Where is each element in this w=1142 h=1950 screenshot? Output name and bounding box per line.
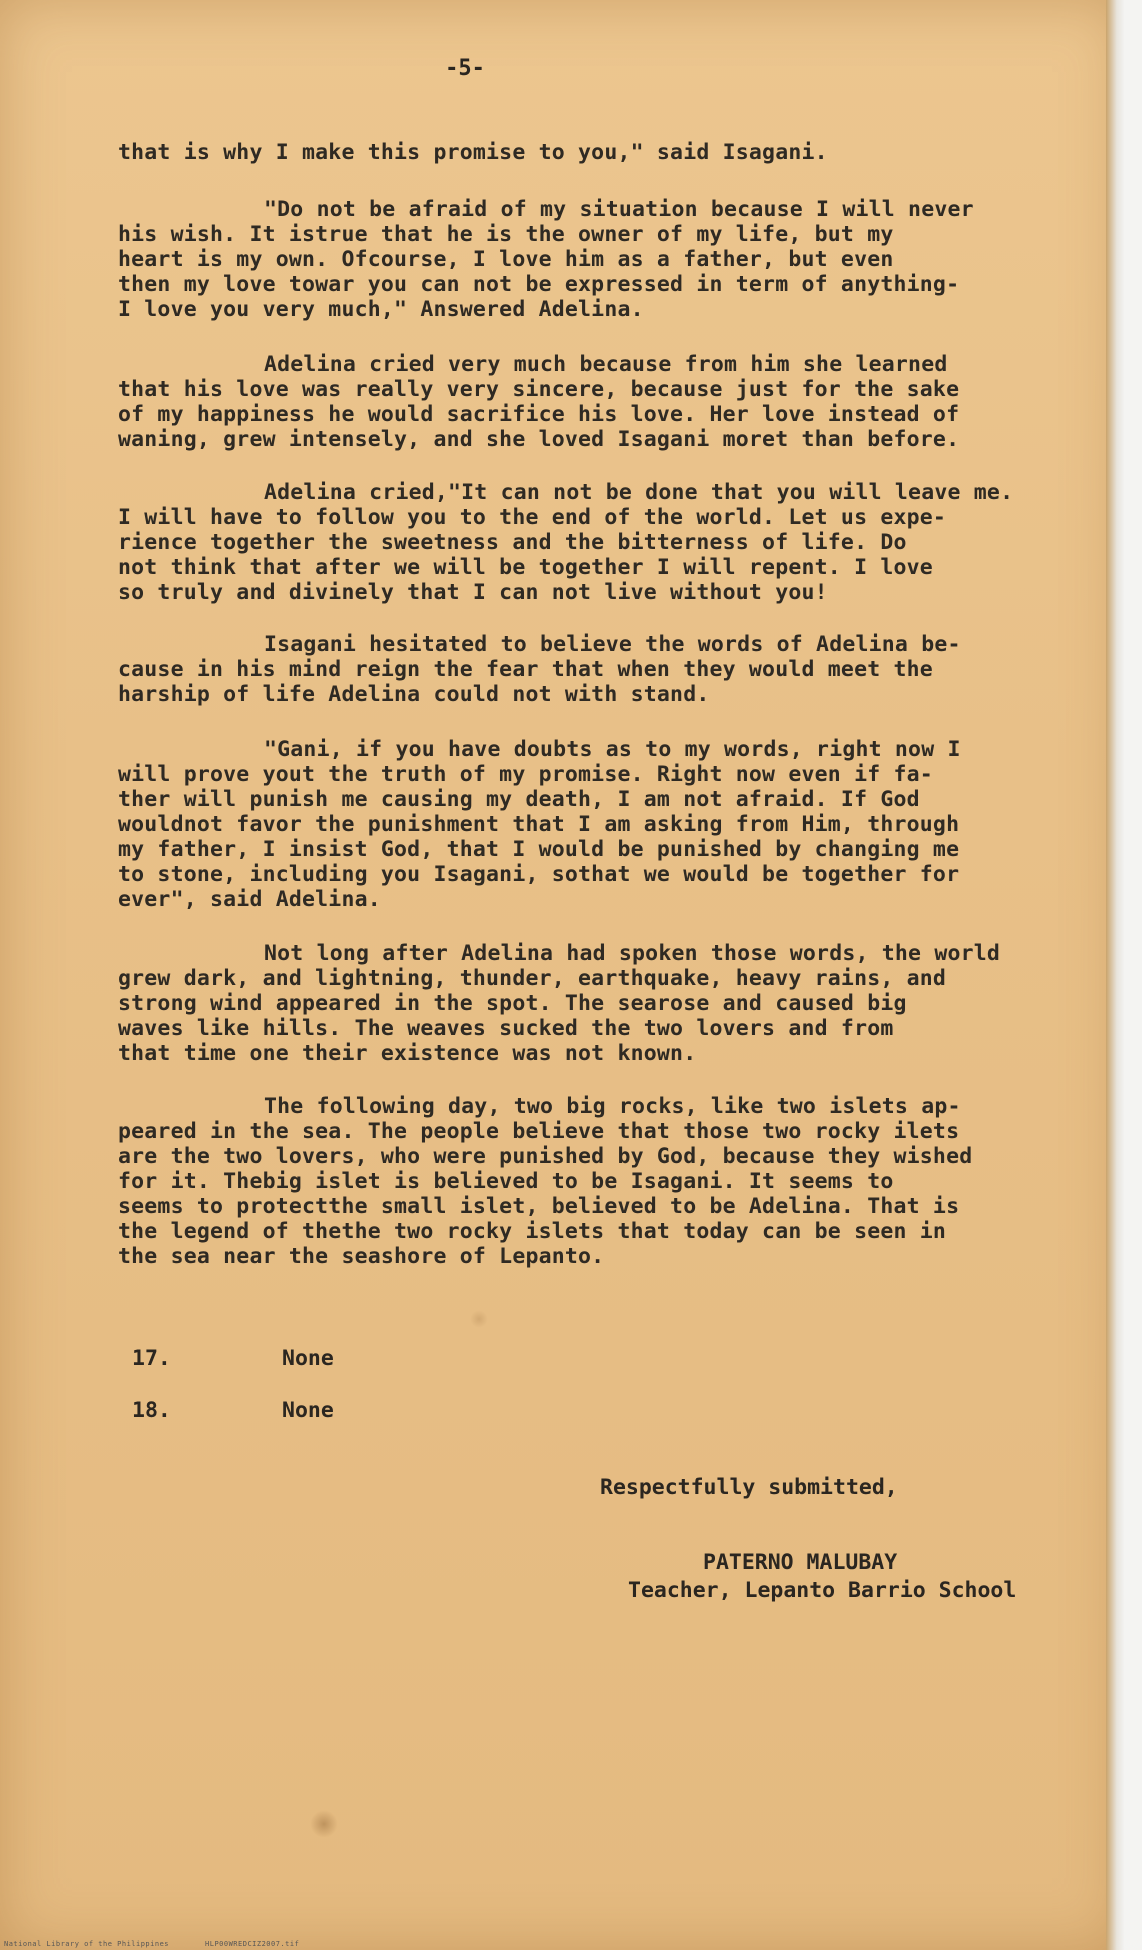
library-credit: National Library of the Philippines bbox=[4, 1940, 170, 1948]
text-line: harship of life Adelina could not with stand. bbox=[118, 682, 710, 707]
text-line: waning, grew intensely, and she loved Isagani moret than before. bbox=[118, 427, 960, 452]
text-line: Not long after Adelina had spoken those words, the world bbox=[264, 941, 1001, 966]
item-number: 17. bbox=[132, 1346, 171, 1371]
text-line: grew dark, and lightning, thunder, earthquake, heavy rains, and bbox=[118, 966, 947, 991]
item-value: None bbox=[282, 1398, 334, 1423]
text-line: rience together the sweetness and the bitterness of life. Do bbox=[118, 530, 907, 555]
text-line: peared in the sea. The people believe that those two rocky ilets bbox=[118, 1119, 960, 1144]
item-number: 18. bbox=[132, 1398, 171, 1423]
text-line: for it. Thebig islet is believed to be Isagani. It seems to bbox=[118, 1169, 894, 1194]
text-line: are the two lovers, who were punished by God, because they wished bbox=[118, 1144, 973, 1169]
text-line: then my love towar you can not be expressed in term of anything- bbox=[118, 272, 960, 297]
text-line: of my happiness he would sacrifice his love. Her love instead of bbox=[118, 402, 960, 427]
closing-salutation: Respectfully submitted, bbox=[600, 1475, 898, 1500]
text-line: "Do not be afraid of my situation because I will never bbox=[264, 197, 974, 222]
text-line: Adelina cried,"It can not be done that you will leave me. bbox=[264, 480, 1014, 505]
text-line: the legend of thethe two rocky islets that today can be seen in bbox=[118, 1219, 947, 1244]
text-line: ever", said Adelina. bbox=[118, 887, 381, 912]
text-line: that his love was really very sincere, because just for the sake bbox=[118, 377, 960, 402]
text-line: The following day, two big rocks, like two islets ap- bbox=[264, 1094, 961, 1119]
text-line: my father, I insist God, that I would be punished by changing me bbox=[118, 837, 960, 862]
text-line: to stone, including you Isagani, sothat we would be together for bbox=[118, 862, 960, 887]
signatory-name: PATERNO MALUBAY bbox=[703, 1550, 898, 1575]
text-line: I will have to follow you to the end of the world. Let us expe- bbox=[118, 505, 947, 530]
text-line: the sea near the seashore of Lepanto. bbox=[118, 1244, 605, 1269]
text-line: seems to protectthe small islet, believed to be Adelina. That is bbox=[118, 1194, 960, 1219]
ink-stain bbox=[310, 1810, 338, 1838]
item-value: None bbox=[282, 1346, 334, 1371]
file-code: HLP00WREDCIZ2007.tif bbox=[205, 1940, 300, 1948]
page-number: -5- bbox=[445, 56, 485, 81]
text-line: Isagani hesitated to believe the words of Adelina be- bbox=[264, 632, 961, 657]
text-line: will prove yout the truth of my promise. Right now even if fa- bbox=[118, 762, 933, 787]
text-line: so truly and divinely that I can not live without you! bbox=[118, 580, 828, 605]
text-line: strong wind appeared in the spot. The searose and caused big bbox=[118, 991, 907, 1016]
text-line: his wish. It istrue that he is the owner of my life, but my bbox=[118, 222, 894, 247]
text-line: wouldnot favor the punishment that I am asking from Him, through bbox=[118, 812, 960, 837]
scan-footer bbox=[4, 1940, 299, 1948]
text-line: that is why I make this promise to you," said Isagani. bbox=[118, 140, 828, 165]
text-line: that time one their existence was not known. bbox=[118, 1041, 697, 1066]
text-line: heart is my own. Ofcourse, I love him as a father, but even bbox=[118, 247, 894, 272]
text-line: cause in his mind reign the fear that when they would meet the bbox=[118, 657, 933, 682]
text-line: Adelina cried very much because from him she learned bbox=[264, 352, 948, 377]
text-line: I love you very much," Answered Adelina. bbox=[118, 297, 644, 322]
signatory-title: Teacher, Lepanto Barrio School bbox=[628, 1578, 1017, 1603]
text-line: "Gani, if you have doubts as to my words, right now I bbox=[264, 737, 961, 762]
text-line: waves like hills. The weaves sucked the two lovers and from bbox=[118, 1016, 894, 1041]
text-line: not think that after we will be together I will repent. I love bbox=[118, 555, 933, 580]
text-line: ther will punish me causing my death, I am not afraid. If God bbox=[118, 787, 920, 812]
